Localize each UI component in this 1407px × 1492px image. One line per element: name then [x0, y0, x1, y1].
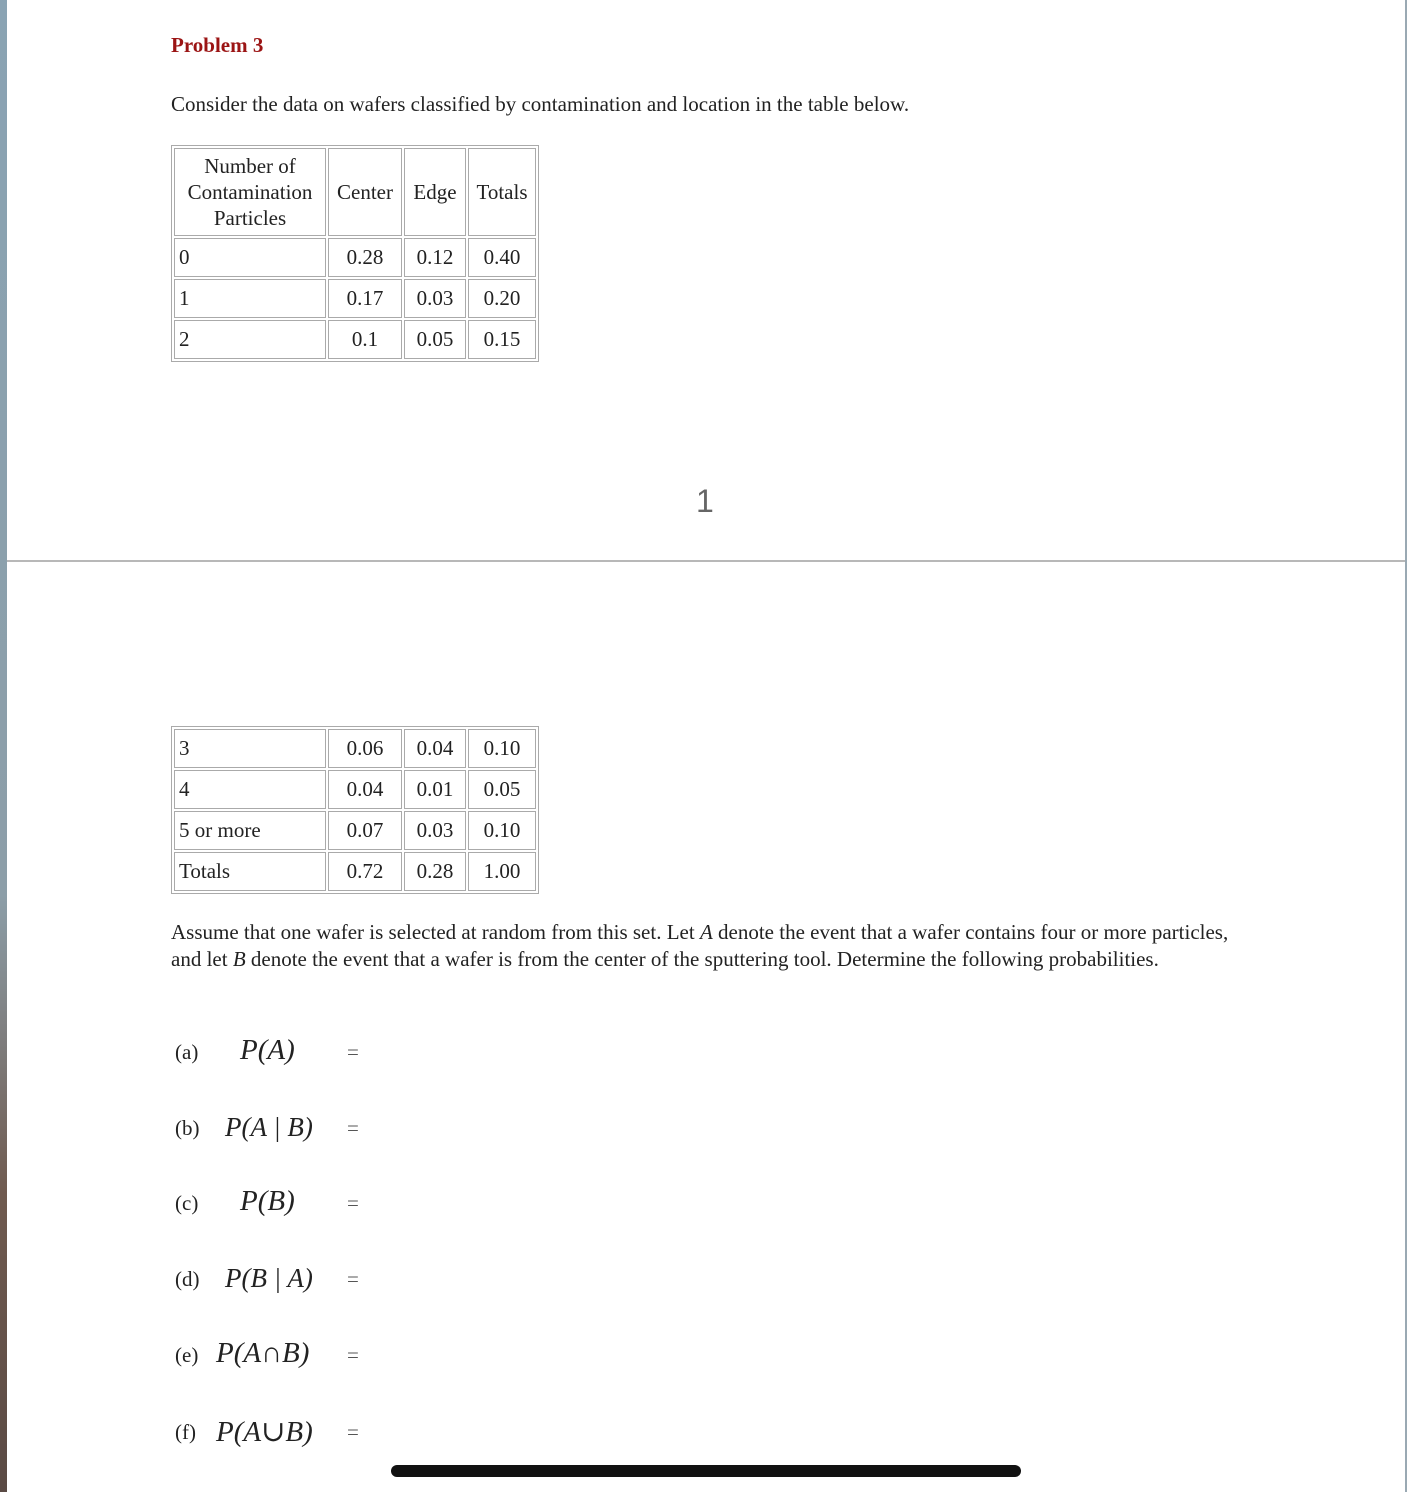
cell-edge: 0.03	[404, 279, 466, 318]
event-b-symbol: B	[232, 946, 246, 971]
home-indicator[interactable]	[391, 1465, 1021, 1477]
question-expression: P(A∪B)	[216, 1416, 313, 1448]
header-edge: Edge	[404, 148, 466, 236]
statement-text-1: Assume that one wafer is selected at random from this set. Let	[171, 920, 700, 944]
question-label: (f)	[175, 1420, 196, 1444]
header-totals: Totals	[468, 148, 536, 236]
header-particles: Number of Contamination Particles	[174, 148, 326, 236]
cell-edge: 0.03	[404, 811, 466, 850]
cell-particles: Totals	[174, 852, 326, 891]
cell-particles: 3	[174, 729, 326, 768]
cell-totals: 0.10	[468, 811, 536, 850]
equals-sign: =	[347, 1191, 359, 1215]
statement-text-2: denote the event that a wafer contains four or more particles, and let	[171, 920, 1229, 971]
cell-totals: 0.20	[468, 279, 536, 318]
table-row	[174, 238, 536, 277]
cell-edge: 0.01	[404, 770, 466, 809]
cell-edge: 0.12	[404, 238, 466, 277]
statement-text-3: denote the event that a wafer is from the center of the sputtering tool. Determine the following probabilities.	[245, 946, 1159, 971]
problem-statement	[171, 919, 1246, 972]
cell-edge: 0.04	[404, 729, 466, 768]
document-page-2	[7, 562, 1405, 1492]
question-expression: P(B | A)	[225, 1263, 313, 1293]
contamination-table-part-1	[171, 145, 539, 362]
table-header-row	[174, 148, 536, 236]
problem-intro: Consider the data on wafers classified by contamination and location in the table below.	[171, 92, 910, 116]
table-totals-row	[174, 852, 536, 891]
question-expression: P(A | B)	[225, 1112, 313, 1142]
cell-totals: 0.10	[468, 729, 536, 768]
cell-center: 0.17	[328, 279, 402, 318]
table-row	[174, 320, 536, 359]
cell-particles: 1	[174, 279, 326, 318]
equals-sign: =	[347, 1343, 359, 1367]
cell-center: 0.04	[328, 770, 402, 809]
page-number: 1	[696, 483, 714, 519]
problem-title: Problem 3	[171, 33, 264, 57]
event-a-symbol: A	[699, 920, 713, 944]
question-expression: P(B)	[240, 1185, 295, 1217]
question-label: (b)	[175, 1116, 200, 1140]
equals-sign: =	[347, 1267, 359, 1291]
cell-edge: 0.05	[404, 320, 466, 359]
header-center: Center	[328, 148, 402, 236]
question-label: (a)	[175, 1040, 199, 1064]
cell-particles: 4	[174, 770, 326, 809]
contamination-table-part-2	[171, 726, 539, 894]
cell-center: 0.28	[328, 238, 402, 277]
cell-center: 0.72	[328, 852, 402, 891]
window-edge-left	[0, 0, 7, 1492]
cell-particles: 2	[174, 320, 326, 359]
cell-center: 0.07	[328, 811, 402, 850]
cell-center: 0.06	[328, 729, 402, 768]
question-expression: P(A∩B)	[216, 1337, 310, 1369]
cell-particles: 5 or more	[174, 811, 326, 850]
cell-edge: 0.28	[404, 852, 466, 891]
cell-totals: 0.40	[468, 238, 536, 277]
question-label: (e)	[175, 1343, 199, 1367]
table-row	[174, 279, 536, 318]
question-label: (c)	[175, 1191, 199, 1215]
equals-sign: =	[347, 1116, 359, 1140]
cell-totals: 0.15	[468, 320, 536, 359]
equals-sign: =	[347, 1420, 359, 1444]
question-label: (d)	[175, 1267, 200, 1291]
table-row	[174, 770, 536, 809]
cell-center: 0.1	[328, 320, 402, 359]
table-row	[174, 729, 536, 768]
question-expression: P(A)	[240, 1034, 295, 1066]
document-page-1	[7, 0, 1405, 560]
table-row	[174, 811, 536, 850]
cell-particles: 0	[174, 238, 326, 277]
cell-totals: 1.00	[468, 852, 536, 891]
cell-totals: 0.05	[468, 770, 536, 809]
equals-sign: =	[347, 1040, 359, 1064]
